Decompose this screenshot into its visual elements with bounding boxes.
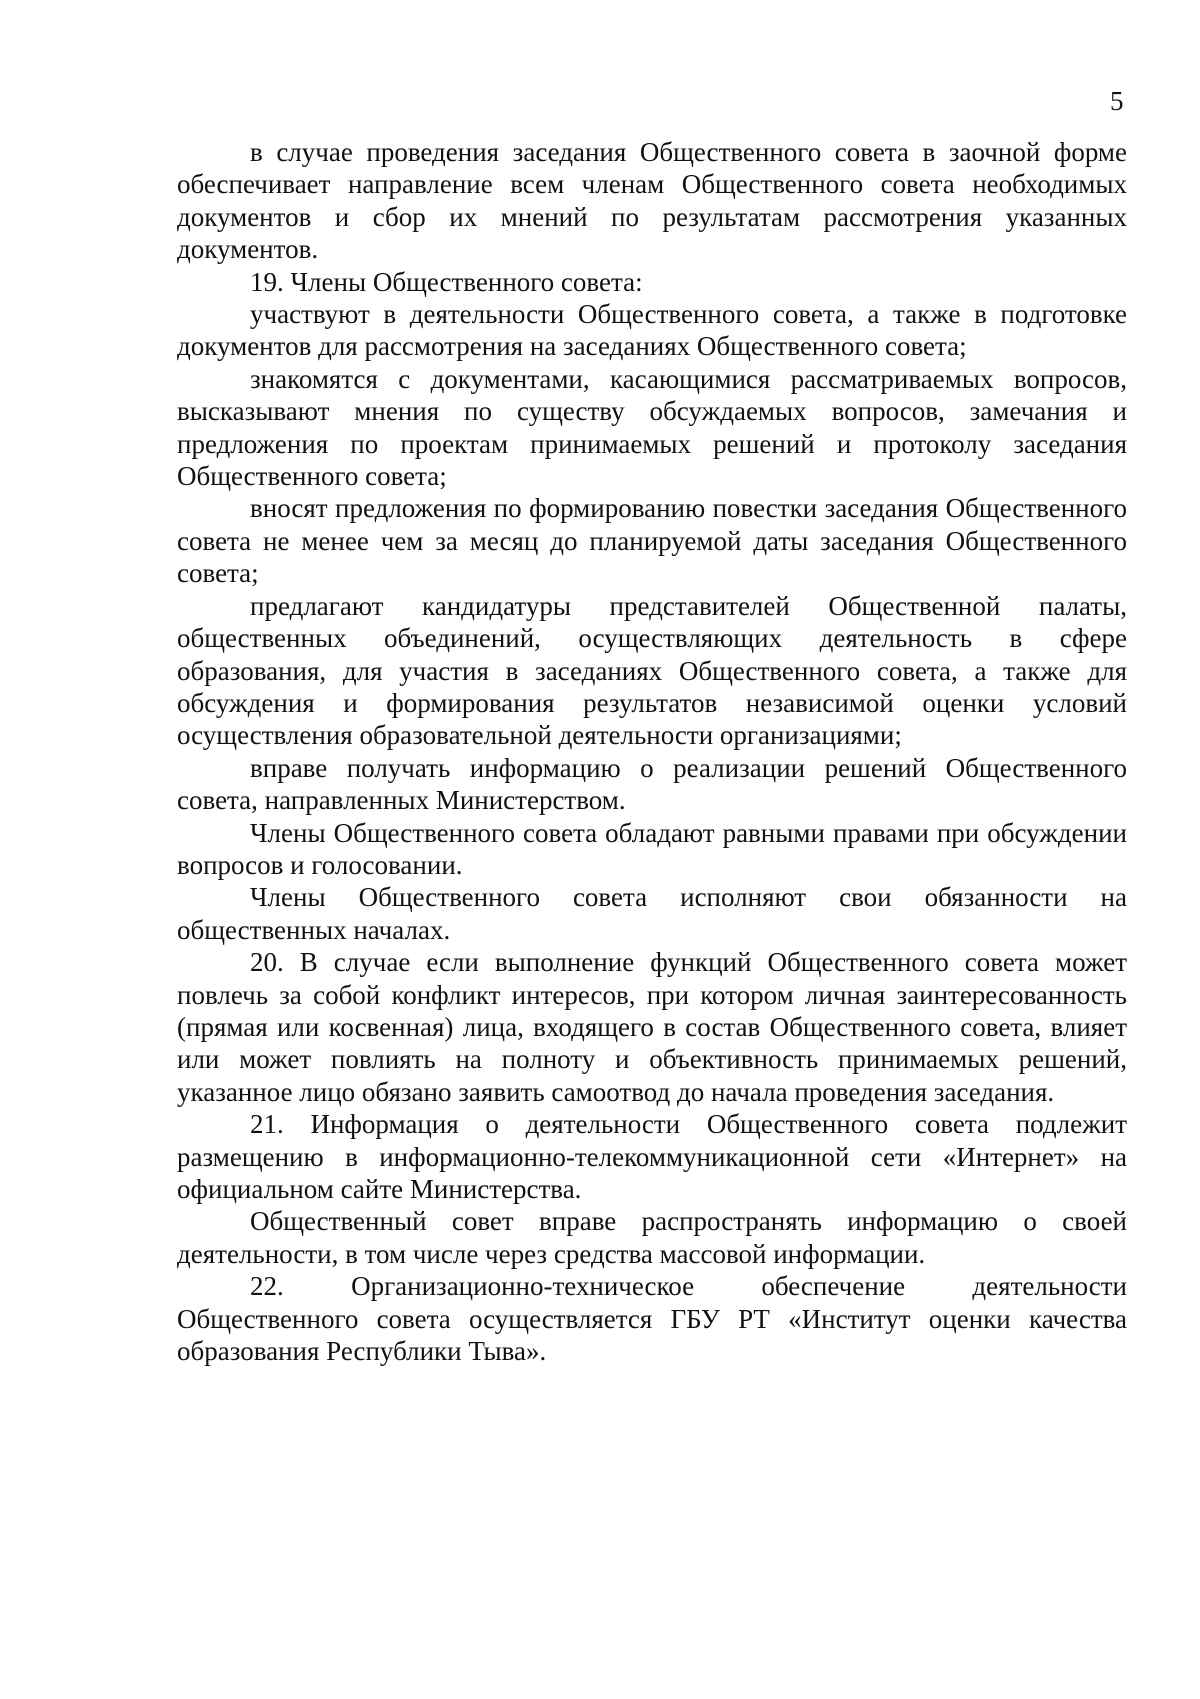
paragraph-21-internet-publication: 21. Информация о деятельности Общественного совета подлежит размещению в информационно-телекоммуникационной сети «Интернет» на официальном сайте Министерства. — [177, 1109, 1127, 1204]
document-body — [177, 136, 1127, 1367]
paragraph-receive-information: вправе получать информацию о реализации решений Общественного совета, направленных Министерством. — [177, 752, 1127, 816]
paragraph-19-heading: 19. Члены Общественного совета: — [250, 266, 643, 297]
paragraph-22-technical-support: 22. Организационно-техническое обеспечение деятельности Общественного совета осуществляется ГБУ РТ «Институт оценки качества образования Республики Тыва». — [177, 1271, 1127, 1367]
paragraph-voluntary-basis: Члены Общественного совета исполняют свои обязанности на общественных началах. — [177, 882, 1127, 945]
paragraph-equal-rights: Члены Общественного совета обладают равными правами при обсуждении вопросов и голосовании. — [177, 817, 1127, 880]
paragraph-20-conflict-of-interest: 20. В случае если выполнение функций Общественного совета может повлечь за собой конфликт интересов, при котором личная заинтересованность (прямая или косвенная) лица, входящего в состав Общественного совета, влияет или может повлиять на полноту и объективность принимаемых решений, указанное лицо обязано заявить самоотвод до начала проведения заседания. — [177, 947, 1127, 1107]
paragraph-participate: участвуют в деятельности Общественного совета, а также в подготовке документов для рассмотрения на заседаниях Общественного совета; — [177, 299, 1127, 362]
paragraph-agenda-proposals: вносят предложения по формированию повестки заседания Общественного совета не менее чем за месяц до планируемой даты заседания Общественного совета; — [177, 493, 1127, 589]
paragraph-review-documents: знакомятся с документами, касающимися рассматриваемых вопросов, высказывают мнения по существу обсуждаемых вопросов, замечания и предложения по проектам принимаемых решений и протоколу заседания Общественного совета; — [177, 363, 1127, 492]
paragraph-absentee-meeting: в случае проведения заседания Общественного совета в заочной форме обеспечивает направление всем членам Общественного совета необходимых документов и сбор их мнений по результатам рассмотрения указанных документов. — [177, 137, 1127, 265]
paragraph-nominate-candidates: предлагают кандидатуры представителей Общественной палаты, общественных объединений, осуществляющих деятельность в сфере образования, для участия в заседаниях Общественного совета, а также для обсуждения и формирования результатов независимой оценки условий осуществления образовательной деятельности организациями; — [177, 590, 1127, 751]
page-number: 5 — [1110, 86, 1124, 116]
paragraph-mass-media: Общественный совет вправе распространять информацию о своей деятельности, в том числе через средства массовой информации. — [177, 1206, 1127, 1269]
